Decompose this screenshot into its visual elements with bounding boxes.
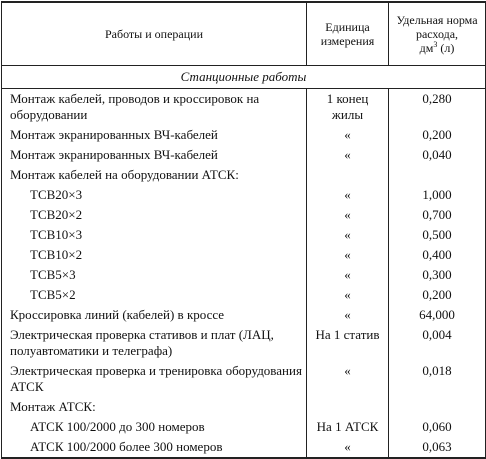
row-unit: «	[307, 361, 389, 397]
row-work: Монтаж кабелей, проводов и кроссировок на оборудовании	[2, 89, 307, 126]
table-row	[2, 245, 486, 265]
row-norm: 0,040	[389, 145, 486, 165]
row-norm: 0,280	[389, 89, 486, 126]
row-norm	[389, 397, 486, 417]
row-unit: «	[307, 225, 389, 245]
row-work: Монтаж кабелей на оборудовании АТСК:	[2, 165, 307, 185]
table-row	[2, 265, 486, 285]
row-unit: На 1 статив	[307, 325, 389, 361]
row-unit: На 1 АТСК	[307, 417, 389, 437]
row-unit: 1 конец жилы	[307, 89, 389, 126]
table-row	[2, 165, 486, 185]
row-norm: 0,200	[389, 285, 486, 305]
table-row	[2, 397, 486, 417]
row-unit: «	[307, 437, 389, 458]
header-norm-main: Удельная норма расхода,	[396, 13, 478, 41]
header-norm-unit-base: дм	[419, 41, 434, 55]
section-row	[2, 66, 486, 89]
row-unit	[307, 165, 389, 185]
row-norm: 0,400	[389, 245, 486, 265]
table-row	[2, 325, 486, 361]
row-unit: «	[307, 245, 389, 265]
row-work: АТСК 100/2000 более 300 номеров	[2, 437, 307, 458]
table-row	[2, 125, 486, 145]
header-work: Работы и операции	[2, 2, 307, 66]
consumption-norms-table	[1, 1, 486, 459]
row-work: Электрическая проверка и тренировка оборудования АТСК	[2, 361, 307, 397]
table-row	[2, 361, 486, 397]
row-unit: «	[307, 185, 389, 205]
row-work: АТСК 100/2000 до 300 номеров	[2, 417, 307, 437]
row-unit: «	[307, 305, 389, 325]
table-row	[2, 437, 486, 458]
row-norm: 0,700	[389, 205, 486, 225]
header-norm	[389, 2, 486, 66]
row-norm: 0,018	[389, 361, 486, 397]
row-norm: 1,000	[389, 185, 486, 205]
row-work: Монтаж экранированных ВЧ-кабелей	[2, 145, 307, 165]
table-row	[2, 205, 486, 225]
row-unit: «	[307, 125, 389, 145]
row-unit: «	[307, 285, 389, 305]
row-unit	[307, 397, 389, 417]
table-row	[2, 185, 486, 205]
row-norm	[389, 165, 486, 185]
row-norm: 0,500	[389, 225, 486, 245]
row-unit: «	[307, 265, 389, 285]
row-norm: 0,004	[389, 325, 486, 361]
row-work: Электрическая проверка стативов и плат (ЛАЦ, полуавтоматики и телеграфа)	[2, 325, 307, 361]
row-work: Кроссировка линий (кабелей) в кроссе	[2, 305, 307, 325]
table-header-row	[2, 2, 486, 66]
row-norm: 0,200	[389, 125, 486, 145]
row-work: ТСВ10×3	[2, 225, 307, 245]
row-work: Монтаж АТСК:	[2, 397, 307, 417]
section-title: Станционные работы	[2, 66, 486, 89]
table-row	[2, 145, 486, 165]
row-work: ТСВ5×2	[2, 285, 307, 305]
row-work: ТСВ5×3	[2, 265, 307, 285]
row-norm: 0,060	[389, 417, 486, 437]
row-norm: 0,300	[389, 265, 486, 285]
row-work: ТСВ20×2	[2, 205, 307, 225]
row-norm: 64,000	[389, 305, 486, 325]
table-row	[2, 417, 486, 437]
row-unit: «	[307, 205, 389, 225]
table-row	[2, 225, 486, 245]
row-unit: «	[307, 145, 389, 165]
row-work: ТСВ20×3	[2, 185, 307, 205]
header-unit: Единица измерения	[307, 2, 389, 66]
table-row	[2, 89, 486, 126]
table-row	[2, 305, 486, 325]
table-row	[2, 285, 486, 305]
row-norm: 0,063	[389, 437, 486, 458]
row-work: Монтаж экранированных ВЧ-кабелей	[2, 125, 307, 145]
header-norm-unit-sup: 3	[433, 40, 438, 49]
row-work: ТСВ10×2	[2, 245, 307, 265]
header-norm-unit-tail: (л)	[437, 41, 455, 55]
